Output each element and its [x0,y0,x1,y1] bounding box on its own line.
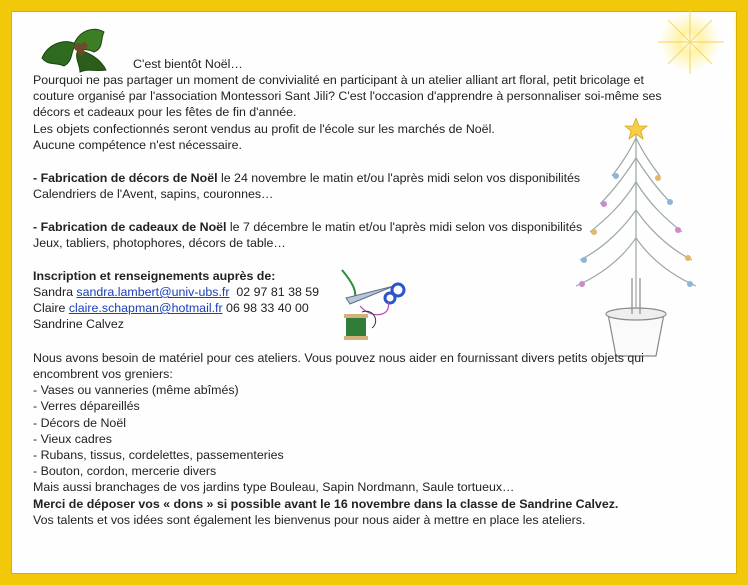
intro-line-2: couture organisé par l'association Montessori Sant Jili? C'est l'occasion d'apprendre à personnaliser soi-même ses [33,89,662,103]
list-item: - Verres dépareillés [33,399,140,413]
list-item: - Vieux cadres [33,432,112,446]
list-item: - Bouton, cordon, mercerie divers [33,464,217,478]
heading: C'est bientôt Noël… [133,57,243,71]
workshop-decor-title: - Fabrication de décors de Noël [33,171,218,185]
contact-sandrine: Sandrine Calvez [33,317,124,331]
contact-sandra [33,284,319,300]
scissors-thread-icon [332,262,412,344]
list-item: - Rubans, tissus, cordelettes, passementeries [33,448,284,462]
closing-line: Vos talents et vos idées sont également les bienvenus pour nous aider à mettre en place les ateliers. [33,513,586,527]
intro-line-1: Pourquoi ne pas partager un moment de convivialité en participant à un atelier alliant art floral, petit bricolage et [33,73,644,87]
workshop-gifts [33,219,582,235]
intro-line-5: Aucune compétence n'est nécessaire. [33,138,243,152]
list-item: - Décors de Noël [33,416,126,430]
workshop-gifts-items: Jeux, tabliers, photophores, décors de table… [33,236,286,250]
contact-name: Claire [33,301,66,315]
intro-line-3: décors et cadeaux pour les fêtes de fin d'année. [33,105,297,119]
contacts-title: Inscription et renseignements auprès de: [33,269,276,283]
workshop-gifts-when: le 7 décembre le matin et/ou l'après midi selon vos disponibilités [226,220,583,234]
needs-intro-1: Nous avons besoin de matériel pour ces ateliers. Vous pouvez nous aider en fournissant divers petits objets qui [33,351,644,365]
needs-also: Mais aussi branchages de vos jardins type Bouleau, Sapin Nordmann, Saule tortueux… [33,480,515,494]
christmas-tree-icon [572,118,700,366]
deposit-note: Merci de déposer vos « dons » si possible avant le 16 novembre dans la classe de Sandrine Calvez. [33,497,619,511]
contact-phone: 06 98 33 40 00 [226,301,309,315]
sun-glow-icon [648,8,732,78]
workshop-decor-items: Calendriers de l'Avent, sapins, couronnes… [33,187,274,201]
workshop-gifts-title: - Fabrication de cadeaux de Noël [33,220,227,234]
contact-name: Sandra [33,285,73,299]
list-item: - Vases ou vanneries (même abîmés) [33,383,239,397]
workshop-decor [33,170,580,186]
needs-intro-2: encombrent vos greniers: [33,367,173,381]
intro-line-4: Les objets confectionnés seront vendus au profit de l'école sur les marchés de Noël. [33,122,495,136]
holly-icon [34,22,126,78]
contact-claire [33,300,309,316]
email-link-sandra[interactable]: sandra.lambert@univ-ubs.fr [76,285,230,299]
workshop-decor-when: le 24 novembre le matin et/ou l'après midi selon vos disponibilités [217,171,581,185]
contact-phone: 02 97 81 38 59 [236,285,320,299]
email-link-claire[interactable]: claire.schapman@hotmail.fr [68,301,223,315]
